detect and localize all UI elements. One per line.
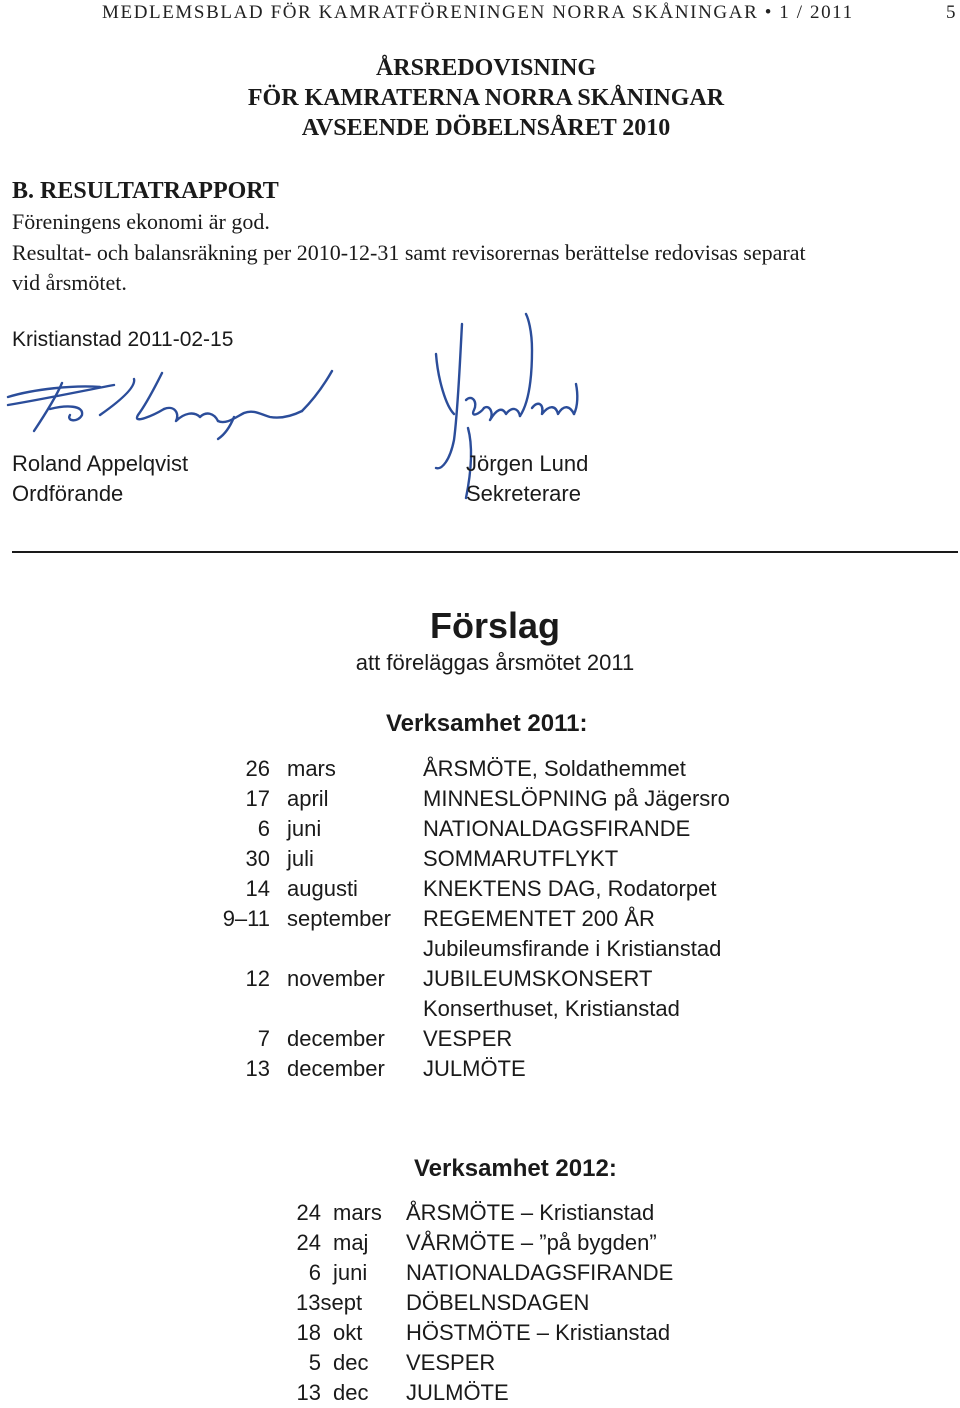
- a2012-month: dec: [333, 1350, 369, 1375]
- a2012-event: NATIONALDAGSFIRANDE: [406, 1260, 674, 1285]
- a2012-month: mars: [333, 1200, 382, 1225]
- a2011-event: ÅRSMÖTE, Soldathemmet: [423, 756, 686, 781]
- a2011-event: REGEMENTET 200 ÅR: [423, 906, 655, 931]
- table-row: [0, 874, 960, 904]
- a2011-day: 14: [245, 876, 270, 901]
- report-title-line-2: FÖR KAMRATERNA NORRA SKÅNINGAR: [247, 85, 725, 111]
- place-date: Kristianstad 2011-02-15: [12, 328, 234, 351]
- proposal-subtitle: att föreläggas årsmötet 2011: [355, 650, 635, 675]
- a2011-event: SOMMARUTFLYKT: [423, 846, 619, 871]
- signatory-1-role: Ordförande: [12, 481, 124, 506]
- a2011-day: 17: [245, 786, 270, 811]
- table-row: [0, 1258, 960, 1288]
- table-row: [0, 1228, 960, 1258]
- report-title-line-1: ÅRSREDOVISNING: [375, 55, 597, 81]
- a2012-day: 5: [308, 1350, 321, 1375]
- a2012-event: VESPER: [406, 1350, 496, 1375]
- a2011-event: Konserthuset, Kristianstad: [423, 996, 680, 1021]
- table-row: [0, 784, 960, 814]
- a2012-event: JULMÖTE: [406, 1380, 509, 1405]
- signature-chairman: [4, 365, 334, 445]
- a2012-month: okt: [333, 1320, 363, 1345]
- section-heading: B. RESULTATRAPPORT: [12, 178, 279, 204]
- a2011-event: JUBILEUMSKONSERT: [423, 966, 653, 991]
- a2011-event: MINNESLÖPNING på Jägersro: [423, 786, 730, 811]
- table-row: [0, 934, 960, 964]
- a2012-month: maj: [333, 1230, 369, 1255]
- a2011-day: 13: [245, 1056, 270, 1081]
- a2011-month: augusti: [287, 876, 358, 901]
- table-row: [0, 1378, 960, 1408]
- a2011-month: juni: [287, 816, 322, 841]
- a2012-day: 18: [296, 1320, 321, 1345]
- activities-2012-heading: Verksamhet 2012:: [414, 1155, 617, 1182]
- a2012-event: HÖSTMÖTE – Kristianstad: [406, 1320, 671, 1345]
- a2011-event: VESPER: [423, 1026, 513, 1051]
- a2012-day: 24: [296, 1230, 321, 1255]
- a2012-event: DÖBELNSDAGEN: [406, 1290, 590, 1315]
- paragraph-line-1: Föreningens ekonomi är god.: [12, 209, 270, 234]
- signatory-2-role: Sekreterare: [466, 481, 581, 506]
- a2011-event: NATIONALDAGSFIRANDE: [423, 816, 691, 841]
- page-number: 5: [946, 2, 956, 23]
- a2012-month: dec: [333, 1380, 369, 1405]
- a2012-day: 13: [296, 1380, 321, 1405]
- table-row: [0, 904, 960, 934]
- a2011-day: 9–11: [222, 906, 270, 931]
- report-title-line-3: AVSEENDE DÖBELNSÅRET 2010: [301, 115, 671, 141]
- table-row: [0, 754, 960, 784]
- table-row: [0, 1288, 960, 1318]
- a2011-day: 26: [245, 756, 270, 781]
- table-row: [0, 994, 960, 1024]
- a2011-month: juli: [287, 846, 314, 871]
- a2012-day: 6: [308, 1260, 321, 1285]
- table-row: [0, 1054, 960, 1084]
- a2011-day: 7: [257, 1026, 270, 1051]
- proposal-title: Förslag: [429, 605, 561, 646]
- table-row: [0, 1024, 960, 1054]
- a2011-day: 12: [245, 966, 270, 991]
- a2011-event: KNEKTENS DAG, Rodatorpet: [423, 876, 717, 901]
- a2012-event: VÅRMÖTE – ”på bygden”: [406, 1230, 657, 1255]
- paragraph-line-2: Resultat- och balansräkning per 2010-12-31 samt revisorernas berättelse redovisas separat: [12, 240, 806, 265]
- activities-2011-heading: Verksamhet 2011:: [386, 710, 588, 737]
- table-row: [0, 844, 960, 874]
- table-row: [0, 1348, 960, 1378]
- table-row: [0, 1198, 960, 1228]
- a2012-day: 24: [296, 1200, 321, 1225]
- a2011-day: 30: [245, 846, 270, 871]
- signatory-1-name: Roland Appelqvist: [12, 451, 189, 476]
- table-row: [0, 964, 960, 994]
- a2012-event: ÅRSMÖTE – Kristianstad: [406, 1200, 655, 1225]
- a2011-month: november: [287, 966, 385, 991]
- a2011-event: JULMÖTE: [423, 1056, 526, 1081]
- a2011-month: december: [287, 1026, 385, 1051]
- a2011-month: april: [287, 786, 329, 811]
- table-row: [0, 1318, 960, 1348]
- a2012-day: 13sept: [296, 1290, 363, 1315]
- section-divider: [12, 551, 958, 553]
- a2011-month: mars: [287, 756, 336, 781]
- paragraph-line-3: vid årsmötet.: [12, 270, 127, 295]
- a2011-event: Jubileumsfirande i Kristianstad: [423, 936, 722, 961]
- running-title: MEDLEMSBLAD FÖR KAMRATFÖRENINGEN NORRA SKÅNINGAR • 1 / 2011: [102, 2, 854, 23]
- a2011-month: september: [287, 906, 391, 931]
- table-row: [0, 814, 960, 844]
- a2011-month: december: [287, 1056, 385, 1081]
- running-header: [0, 2, 960, 26]
- a2011-day: 6: [257, 816, 270, 841]
- signatory-2-name: Jörgen Lund: [466, 451, 589, 476]
- a2012-month: juni: [333, 1260, 368, 1285]
